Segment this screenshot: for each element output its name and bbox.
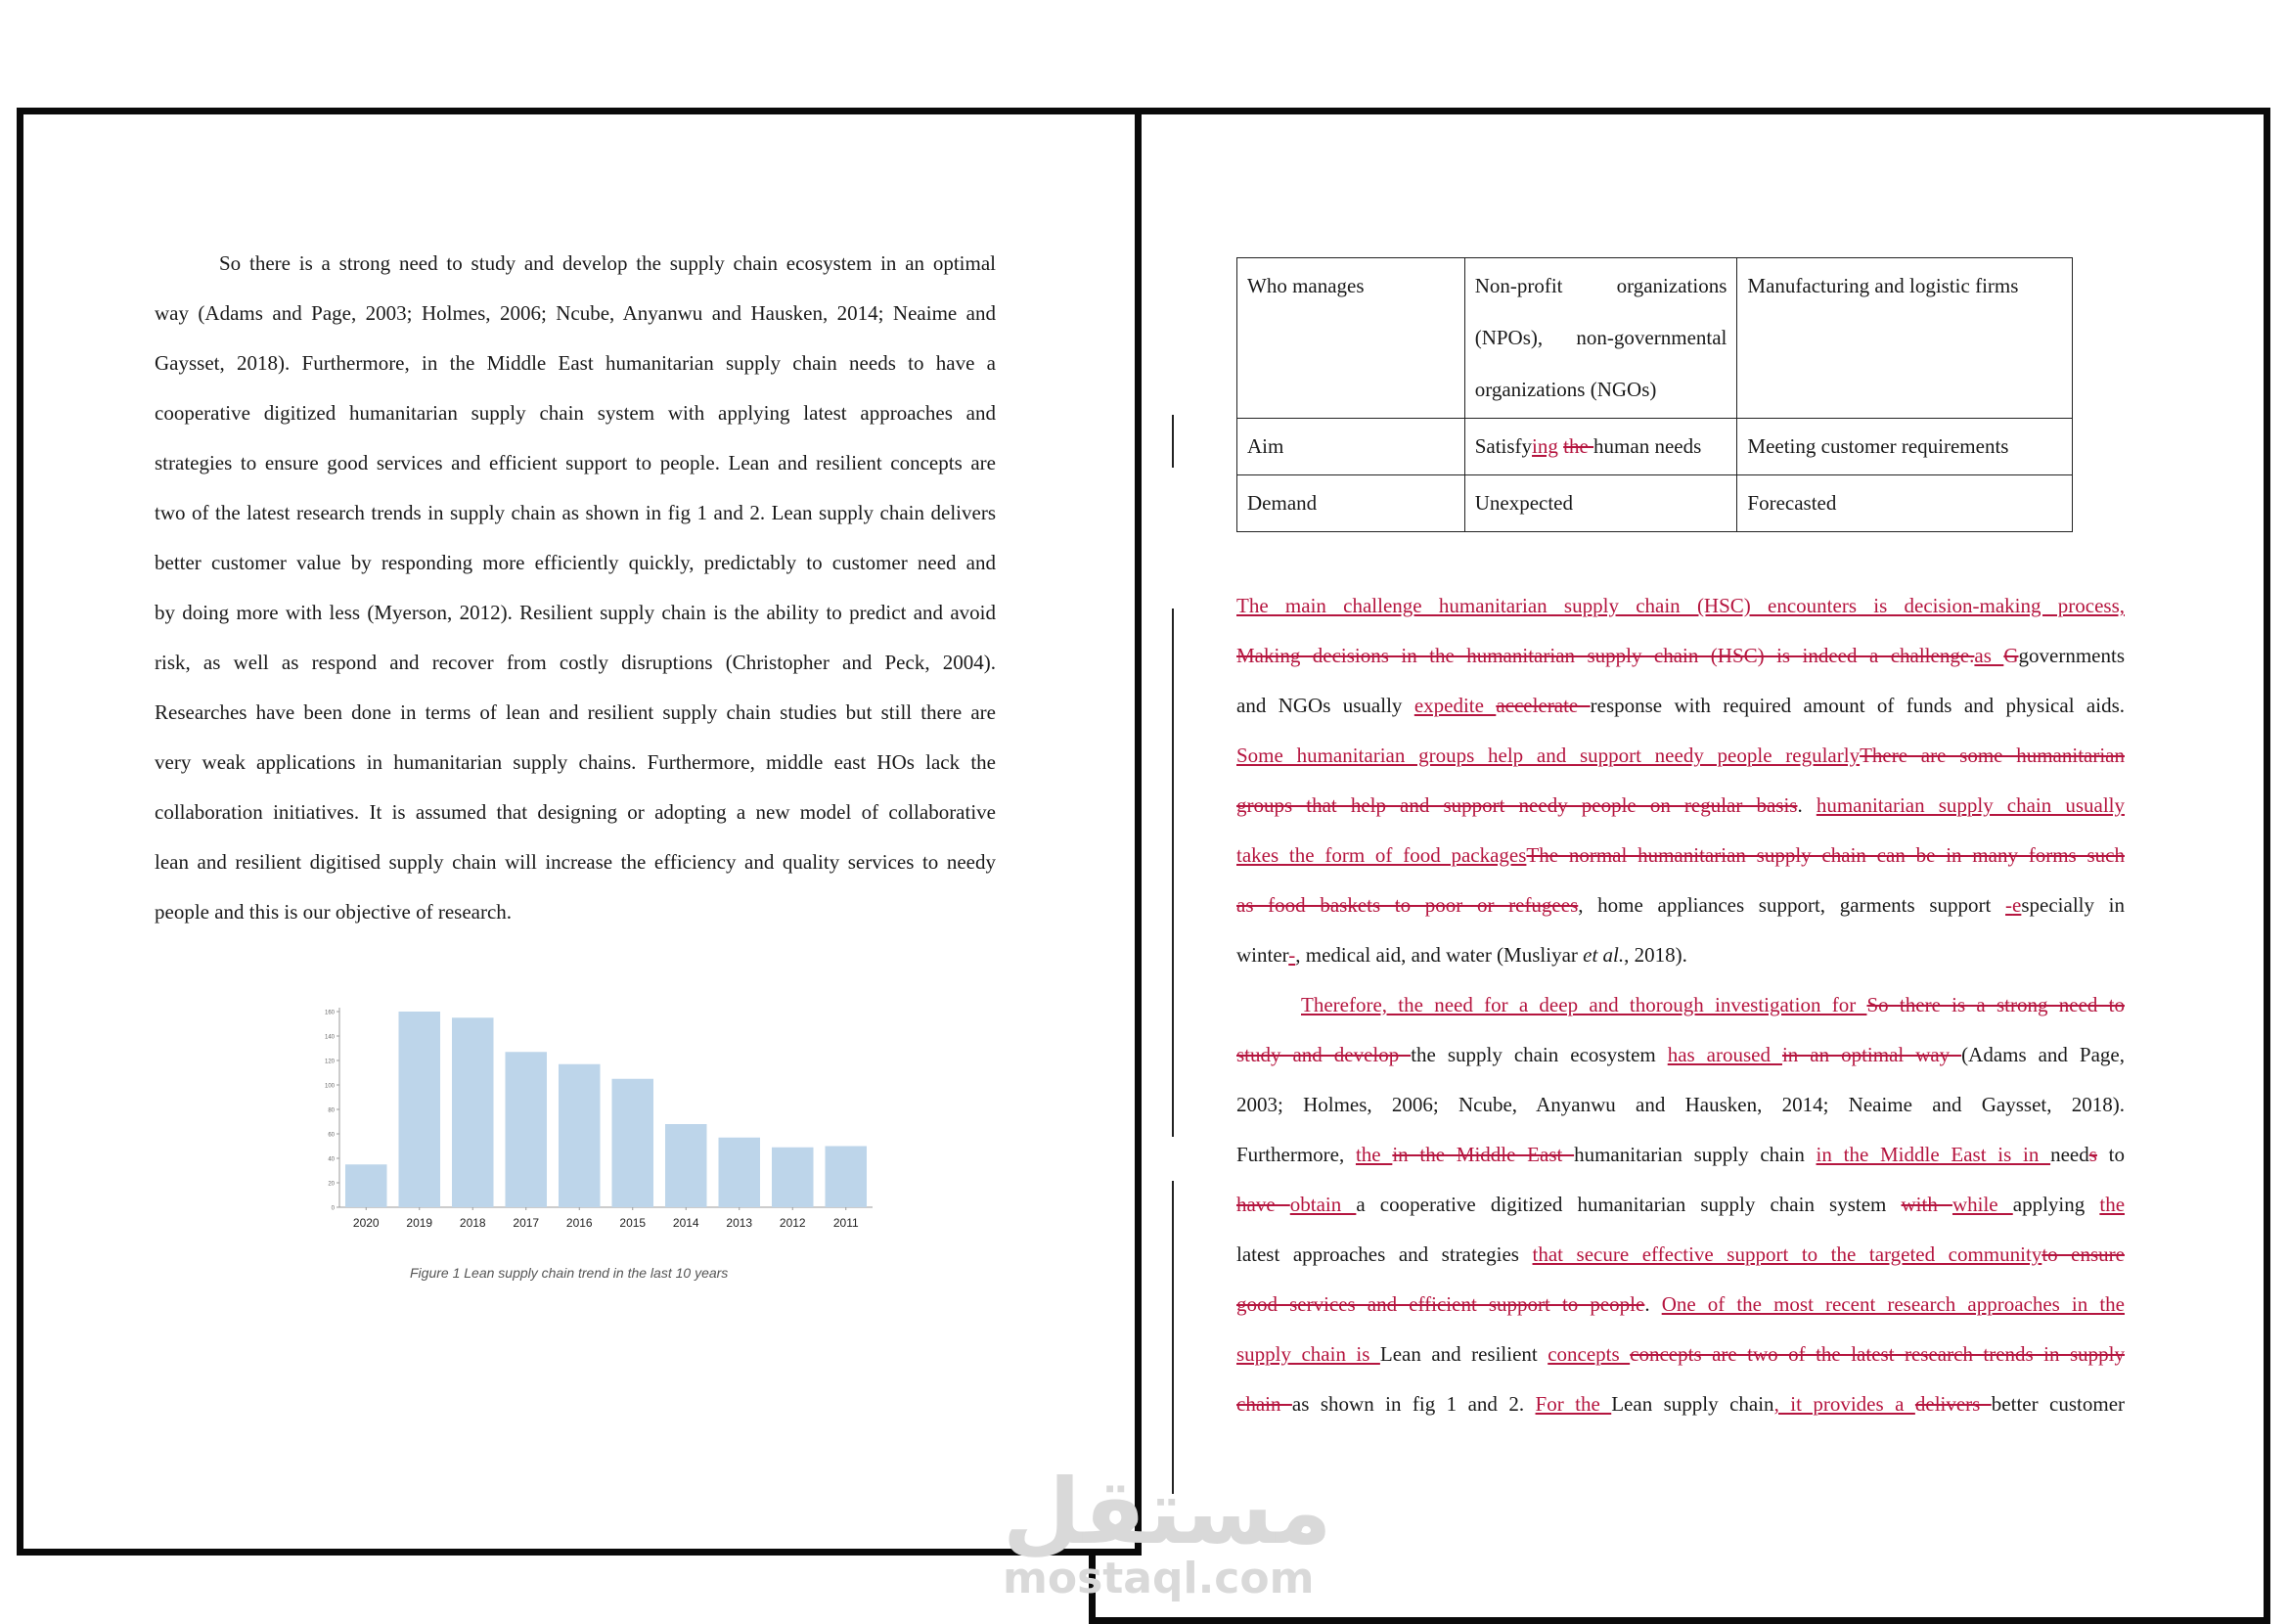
deleted-text: with bbox=[1901, 1193, 1952, 1216]
y-tick-label: 80 bbox=[328, 1107, 335, 1114]
text-run: a cooperative digitized humanitarian supply chain system bbox=[1356, 1193, 1902, 1216]
tracked-changes-paragraph bbox=[1236, 581, 2125, 1429]
paragraph-line: strategies to ensure good services and efficient support to people. Lean and resilient concepts are bbox=[155, 451, 996, 474]
paragraph-line bbox=[1236, 1080, 2125, 1130]
document-page-right bbox=[1089, 108, 2270, 1624]
paragraph-line bbox=[1236, 1180, 2125, 1230]
table-row bbox=[1237, 419, 2073, 475]
text-run: Lean supply chain bbox=[1611, 1392, 1774, 1416]
watermark-latin: mostaql.com bbox=[1003, 1554, 1315, 1603]
y-tick-label: 40 bbox=[328, 1156, 335, 1163]
text-run: winter bbox=[1236, 943, 1289, 967]
table-row bbox=[1237, 475, 2073, 532]
deleted-text: chain bbox=[1236, 1392, 1292, 1416]
x-tick-label: 2012 bbox=[779, 1216, 806, 1230]
paragraph-line bbox=[1236, 631, 2125, 681]
x-tick-label: 2017 bbox=[513, 1216, 540, 1230]
inserted-text: obtain bbox=[1289, 1193, 1357, 1216]
paragraph-line: very weak applications in humanitarian supply chains. Furthermore, middle east HOs lack the bbox=[155, 750, 996, 774]
inserted-text: takes the form of food packages bbox=[1236, 843, 1527, 867]
x-tick-label: 2014 bbox=[672, 1216, 699, 1230]
table-cell: Who manages bbox=[1237, 258, 1465, 419]
chart-bar bbox=[345, 1164, 387, 1207]
inserted-text: as bbox=[1974, 644, 2004, 667]
y-tick-label: 160 bbox=[324, 1010, 335, 1016]
x-tick-label: 2020 bbox=[352, 1216, 380, 1230]
text-run: (Adams and Page, bbox=[1961, 1043, 2125, 1066]
lean-trend-bar-chart bbox=[322, 951, 938, 1303]
paragraph-line bbox=[1236, 581, 2125, 631]
paragraph-line: people and this is our objective of research. bbox=[155, 900, 513, 924]
text-run: better customer bbox=[1991, 1392, 2125, 1416]
table-cell: Manufacturing and logistic firms bbox=[1737, 258, 2073, 419]
deleted-text: as food baskets to poor or refugees bbox=[1236, 893, 1579, 917]
deleted-text: Making decisions in the humanitarian supply chain (HSC) is indeed a challenge. bbox=[1236, 644, 1975, 667]
inserted-text: expedite bbox=[1413, 694, 1497, 717]
table-cell: Meeting customer requirements bbox=[1737, 419, 2073, 475]
text-run: need bbox=[2050, 1143, 2089, 1166]
deleted-text: delivers bbox=[1914, 1392, 1992, 1416]
inserted-text: Some humanitarian groups help and support needy people regularly bbox=[1236, 744, 1861, 767]
y-tick-label: 20 bbox=[328, 1181, 335, 1188]
deleted-text: accelerate bbox=[1496, 694, 1591, 717]
y-tick-label: 140 bbox=[324, 1034, 335, 1041]
paragraph-line: Researches have been done in terms of lean and resilient supply chain studies but still there are bbox=[155, 700, 996, 724]
text-run: human needs bbox=[1593, 434, 1702, 458]
paragraph-line bbox=[1236, 1030, 2125, 1080]
table-cell: Unexpected bbox=[1464, 475, 1737, 532]
x-tick-label: 2016 bbox=[565, 1216, 593, 1230]
text-run: , 2018). bbox=[1624, 943, 1687, 967]
inserted-text: concepts bbox=[1548, 1342, 1631, 1366]
change-bar bbox=[1172, 609, 1174, 1137]
inserted-text: - bbox=[1288, 943, 1296, 967]
paragraph-line bbox=[1236, 681, 2125, 731]
inserted-text: , it provides a bbox=[1773, 1392, 1915, 1416]
paragraph-line bbox=[1236, 980, 2125, 1030]
y-tick-label: 100 bbox=[324, 1083, 335, 1090]
text-run: response with required amount of funds and physical aids. bbox=[1590, 694, 2125, 717]
table-cell: Aim bbox=[1237, 419, 1465, 475]
paragraph-line: lean and resilient digitised supply chain will increase the efficiency and quality services to needy bbox=[155, 850, 996, 874]
paragraph-line: collaboration initiatives. It is assumed that designing or adopting a new model of collaborative bbox=[155, 800, 996, 824]
text-run: specially in bbox=[2021, 893, 2125, 917]
change-bar bbox=[1172, 1181, 1174, 1494]
comparison-table bbox=[1236, 257, 2073, 532]
deleted-text: in the Middle East bbox=[1392, 1143, 1575, 1166]
deleted-text: groups that help and support needy people on regular basis bbox=[1236, 793, 1798, 817]
paragraph-line bbox=[1236, 831, 2125, 880]
paragraph-line: better customer value by responding more efficiently quickly, predictably to customer need and bbox=[155, 551, 996, 574]
text-run: , home appliances support, garments support bbox=[1578, 893, 2006, 917]
text-run: Furthermore, bbox=[1236, 1143, 1356, 1166]
inserted-text: One of the most recent research approaches in the bbox=[1661, 1292, 2125, 1316]
inserted-text: that secure effective support to the targeted community bbox=[1532, 1242, 2042, 1266]
deleted-text: G bbox=[2003, 644, 2019, 667]
inserted-text: supply chain is bbox=[1236, 1342, 1380, 1366]
document-page-left bbox=[17, 108, 1142, 1556]
x-tick-label: 2015 bbox=[619, 1216, 647, 1230]
x-tick-label: 2018 bbox=[459, 1216, 486, 1230]
text-run: Satisfy bbox=[1474, 434, 1533, 458]
paragraph-line bbox=[1236, 1330, 2125, 1379]
deleted-text: So there is a strong need to bbox=[1866, 993, 2125, 1016]
paragraph-line: risk, as well as respond and recover from costly disruptions (Christopher and Peck, 2004). bbox=[155, 651, 996, 674]
deleted-text: study and develop bbox=[1236, 1043, 1412, 1066]
text-run: latest approaches and strategies bbox=[1236, 1242, 1533, 1266]
chart-bar bbox=[452, 1017, 494, 1207]
paragraph-line bbox=[1236, 731, 2125, 781]
paragraph-line: So there is a strong need to study and develop the supply chain ecosystem in an optimal bbox=[219, 251, 996, 275]
inserted-text: while bbox=[1952, 1193, 2013, 1216]
text-run: , medical aid, and water (Musliyar bbox=[1295, 943, 1584, 967]
inserted-text: the bbox=[2099, 1193, 2125, 1216]
table-cell: Non-profit organizations (NPOs), non-governmental organizations (NGOs) bbox=[1464, 258, 1737, 419]
inserted-text: the bbox=[1355, 1143, 1393, 1166]
inserted-text: humanitarian supply chain usually bbox=[1816, 793, 2125, 817]
text-run: and NGOs usually bbox=[1236, 694, 1414, 717]
paragraph-line: cooperative digitized humanitarian supply chain system with applying latest approaches and bbox=[155, 401, 996, 425]
change-bar bbox=[1172, 415, 1174, 468]
paragraph-line bbox=[1236, 1230, 2125, 1280]
x-tick-label: 2019 bbox=[406, 1216, 433, 1230]
paragraph-line bbox=[1236, 930, 2125, 980]
deleted-text: the bbox=[1563, 434, 1594, 458]
x-tick-label: 2013 bbox=[726, 1216, 753, 1230]
deleted-text: s bbox=[2088, 1143, 2097, 1166]
deleted-text: There are some humanitarian bbox=[1860, 744, 2125, 767]
x-tick-label: 2011 bbox=[832, 1216, 859, 1230]
deleted-text: have bbox=[1236, 1193, 1290, 1216]
deleted-text: The normal humanitarian supply chain can be in many forms such bbox=[1526, 843, 2125, 867]
chart-bar bbox=[825, 1147, 867, 1208]
chart-bar bbox=[718, 1138, 760, 1207]
chart-bar bbox=[398, 1012, 440, 1207]
paragraph-line: two of the latest research trends in supply chain as shown in fig 1 and 2. Lean supply chain delivers bbox=[155, 501, 996, 524]
paragraph-line bbox=[1236, 1280, 2125, 1330]
inserted-text: e bbox=[2012, 893, 2022, 917]
chart-bar bbox=[665, 1124, 707, 1207]
table-row bbox=[1237, 258, 2073, 419]
text-run: 2003; Holmes, 2006; Ncube, Anyanwu and Hausken, 2014; Neaime and Gaysset, 2018). bbox=[1236, 1093, 2125, 1116]
text-run: to bbox=[2096, 1143, 2125, 1166]
deleted-text: good services and efficient support to people bbox=[1236, 1292, 1645, 1316]
paragraph-line: by doing more with less (Myerson, 2012). Resilient supply chain is the ability to predict and avoid bbox=[155, 601, 996, 624]
chart-bar bbox=[559, 1064, 601, 1207]
text-run: humanitarian supply chain bbox=[1574, 1143, 1817, 1166]
inserted-text: in the Middle East is in bbox=[1816, 1143, 2051, 1166]
inserted-text: has aroused bbox=[1667, 1043, 1782, 1066]
chart-bar bbox=[505, 1052, 547, 1207]
inserted-text: The main challenge humanitarian supply chain (HSC) encounters is decision-making process, bbox=[1236, 594, 2125, 617]
left-body-paragraph bbox=[155, 239, 996, 937]
text-run: . bbox=[1797, 793, 1817, 817]
figure-caption: Figure 1 Lean supply chain trend in the last 10 years bbox=[410, 1265, 729, 1281]
text-run: . bbox=[1644, 1292, 1662, 1316]
mostaql-watermark bbox=[1003, 1460, 1332, 1603]
text-run: Lean and resilient bbox=[1379, 1342, 1548, 1366]
y-tick-label: 60 bbox=[328, 1132, 335, 1139]
chart-bar bbox=[772, 1148, 814, 1207]
y-tick-label: 0 bbox=[331, 1205, 335, 1212]
paragraph-line: Gaysset, 2018). Furthermore, in the Middle East humanitarian supply chain needs to have a bbox=[155, 351, 996, 375]
paragraph-line bbox=[1236, 880, 2125, 930]
deleted-text: to ensure bbox=[2041, 1242, 2125, 1266]
watermark-arabic: مستقل bbox=[1003, 1460, 1332, 1564]
table-cell-aim-tracked bbox=[1464, 419, 1737, 475]
deleted-text: in an optimal way bbox=[1781, 1043, 1962, 1066]
table-cell: Forecasted bbox=[1737, 475, 2073, 532]
chart-bar bbox=[611, 1079, 653, 1207]
text-run: as shown in fig 1 and 2. bbox=[1291, 1392, 1536, 1416]
paragraph-line bbox=[1236, 1130, 2125, 1180]
text-run: the supply chain ecosystem bbox=[1411, 1043, 1668, 1066]
inserted-text: - bbox=[2005, 893, 2013, 917]
table-cell: Demand bbox=[1237, 475, 1465, 532]
text-run: governments bbox=[2018, 644, 2125, 667]
paragraph-line bbox=[1236, 1379, 2125, 1429]
inserted-text: Therefore, the need for a deep and thorough investigation for bbox=[1301, 993, 1867, 1016]
y-tick-label: 120 bbox=[324, 1059, 335, 1065]
inserted-text: ing bbox=[1532, 434, 1558, 458]
deleted-text: concepts are two of the latest research trends in supply bbox=[1630, 1342, 2125, 1366]
paragraph-line bbox=[1236, 781, 2125, 831]
text-run: applying bbox=[2012, 1193, 2100, 1216]
inserted-text: For the bbox=[1535, 1392, 1612, 1416]
italic-text: et al. bbox=[1583, 943, 1625, 967]
paragraph-line: way (Adams and Page, 2003; Holmes, 2006; Ncube, Anyanwu and Hausken, 2014; Neaime and bbox=[155, 301, 996, 325]
